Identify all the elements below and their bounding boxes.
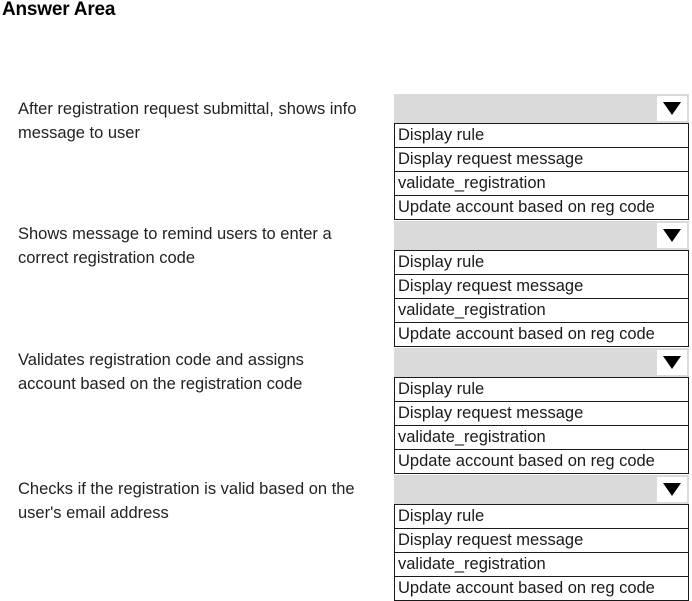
option-display-rule[interactable]: Display rule: [395, 123, 688, 147]
answer-dropdown-3[interactable]: [394, 348, 689, 474]
chevron-down-icon: [663, 102, 681, 115]
option-display-rule[interactable]: Display rule: [395, 504, 688, 528]
option-update-account[interactable]: Update account based on reg code: [395, 322, 688, 346]
dropdown-options: [394, 123, 689, 220]
dropdown-toggle[interactable]: [657, 477, 687, 502]
dropdown-options: [394, 250, 689, 347]
option-display-rule[interactable]: Display rule: [395, 250, 688, 274]
option-validate-registration[interactable]: validate_registration: [395, 425, 688, 449]
dropdown-options: [394, 377, 689, 474]
chevron-down-icon: [663, 229, 681, 242]
option-validate-registration[interactable]: validate_registration: [395, 552, 688, 576]
dropdown-header[interactable]: [394, 94, 689, 123]
dropdown-header[interactable]: [394, 348, 689, 377]
option-validate-registration[interactable]: validate_registration: [395, 298, 688, 322]
answer-dropdown-1[interactable]: [394, 94, 689, 220]
option-display-request-message[interactable]: Display request message: [395, 528, 688, 552]
dropdown-header[interactable]: [394, 475, 689, 504]
option-update-account[interactable]: Update account based on reg code: [395, 195, 688, 219]
dropdown-toggle[interactable]: [657, 223, 687, 248]
option-display-rule[interactable]: Display rule: [395, 377, 688, 401]
option-update-account[interactable]: Update account based on reg code: [395, 449, 688, 473]
chevron-down-icon: [663, 356, 681, 369]
answer-dropdown-4[interactable]: [394, 475, 689, 601]
question-2: Shows message to remind users to enter a correct registration code: [18, 225, 332, 267]
answer-area-title: Answer Area: [2, 0, 116, 20]
answer-dropdown-2[interactable]: [394, 221, 689, 347]
question-4: Checks if the registration is valid based on the user's email address: [18, 480, 355, 522]
option-display-request-message[interactable]: Display request message: [395, 147, 688, 171]
dropdown-header[interactable]: [394, 221, 689, 250]
question-3: Validates registration code and assigns account based on the registration code: [18, 351, 304, 393]
dropdown-options: [394, 504, 689, 601]
option-display-request-message[interactable]: Display request message: [395, 401, 688, 425]
option-update-account[interactable]: Update account based on reg code: [395, 576, 688, 600]
chevron-down-icon: [663, 483, 681, 496]
question-1: After registration request submittal, shows info message to user: [18, 100, 357, 142]
option-display-request-message[interactable]: Display request message: [395, 274, 688, 298]
option-validate-registration[interactable]: validate_registration: [395, 171, 688, 195]
dropdown-toggle[interactable]: [657, 350, 687, 375]
dropdown-toggle[interactable]: [657, 96, 687, 121]
